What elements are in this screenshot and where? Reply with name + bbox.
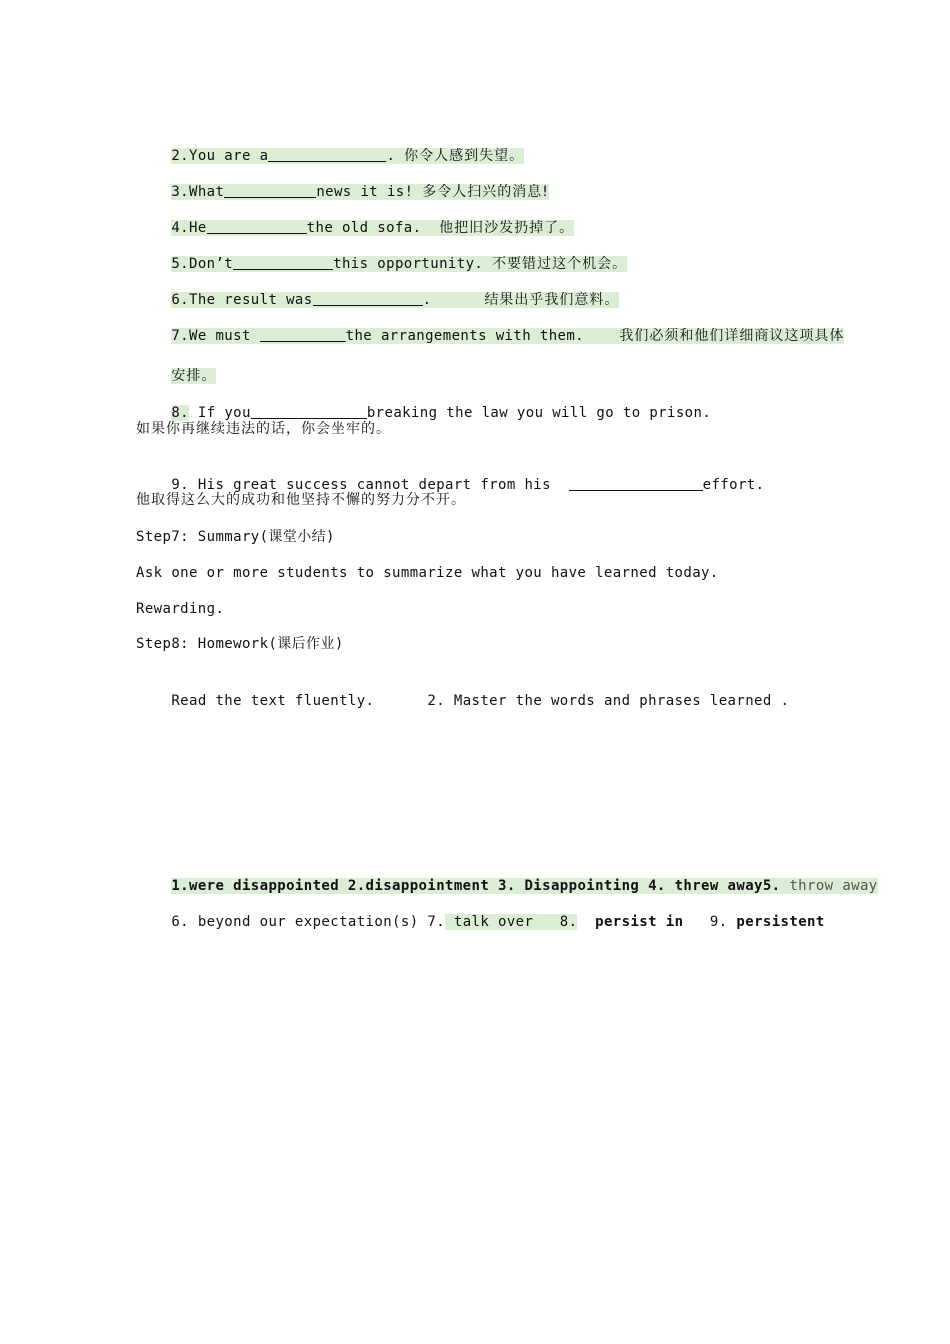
step7-title: Step7: Summary(课堂小结) <box>136 529 335 545</box>
exercise-8-translation: 如果你再继续违法的话，你会坐牢的。 <box>136 421 391 437</box>
answer-blank <box>251 404 367 419</box>
exercise-7-continued: 安排。 <box>171 368 217 384</box>
step8-title: Step8: Homework(课后作业) <box>136 636 344 652</box>
step7-text: Ask one or more students to summarize what you have learned today. <box>136 565 719 581</box>
exercise-2: 2.You are a . 你令人感到失望。 <box>171 148 525 164</box>
exercise-8: 8. If you breaking the law you will go to prison. <box>171 405 712 421</box>
answer-blank <box>569 476 703 491</box>
exercise-5: 5.Don’t this opportunity. 不要错过这个机会。 <box>171 256 628 272</box>
exercise-9: 9. His great success cannot depart from his effort. <box>171 477 765 493</box>
exercise-6: 6.The result was . 结果出乎我们意料。 <box>171 292 620 308</box>
answer-key-line-1: 1.were disappointed 2.disappointment 3. Disappointing 4. threw away5. throw away <box>171 878 878 894</box>
homework-line: Read the text fluently. 2. Master the words and phrases learned . <box>171 693 790 709</box>
exercise-3: 3.What news it is! 多令人扫兴的消息! <box>171 184 549 200</box>
exercise-4: 4.He the old sofa. 他把旧沙发扔掉了。 <box>171 220 575 236</box>
answer-blank <box>260 327 346 342</box>
answer-blank <box>233 255 333 270</box>
answer-blank <box>207 219 307 234</box>
exercise-9-translation: 他取得这么大的成功和他坚持不懈的努力分不开。 <box>136 492 466 508</box>
answer-blank <box>313 291 423 306</box>
answer-blank <box>268 147 386 162</box>
answer-blank <box>224 183 316 198</box>
answer-key-line-2: 6. beyond our expectation(s) 7. talk over 8. persist in 9. persistent <box>171 914 825 930</box>
rewarding-text: Rewarding. <box>136 601 225 617</box>
exercise-7: 7.We must the arrangements with them. 我们必须和他们详细商议这项具体 <box>171 328 845 344</box>
